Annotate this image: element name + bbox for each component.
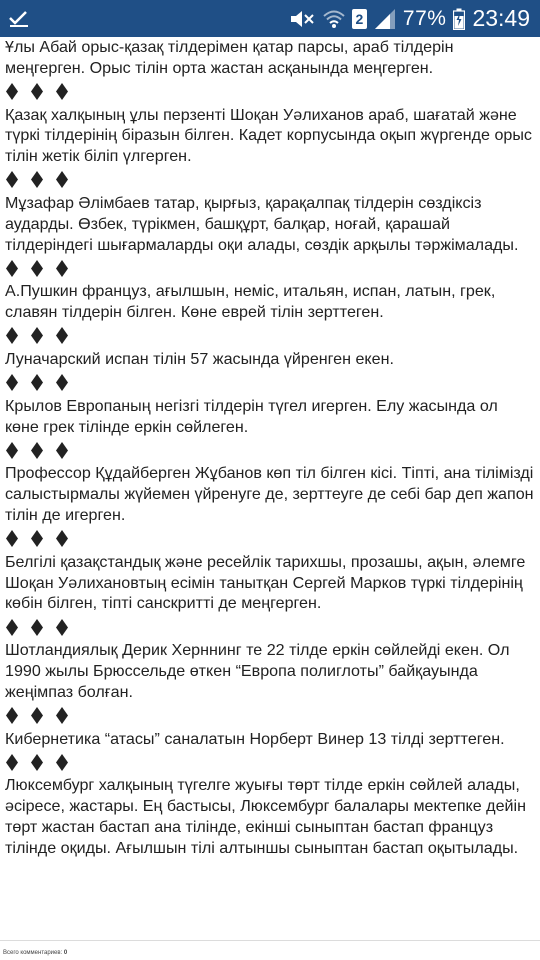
diamond-icon xyxy=(31,260,43,277)
article-paragraph: Белгілі қазақстандық және ресейлік тарихшы, прозашы, ақын, әлемге Шоқан Уәлихановтың есімін танытқан Сергей Марков түркі тілдерінің көбін білген, тіпті санскритті де меңгерген. xyxy=(5,552,526,613)
diamond-icon xyxy=(6,327,18,344)
article-paragraph: Қазақ халқының ұлы перзенті Шоқан Уәлиханов араб, шағатай және түркі тілдерінің біразын білген. Кадет корпусында оқып жүргенде орыс тілін жетік біліп үлгерген. xyxy=(5,105,532,166)
diamond-icon xyxy=(31,754,43,771)
diamond-icon xyxy=(31,171,43,188)
diamond-separator xyxy=(5,614,535,640)
wifi-icon xyxy=(323,9,345,29)
diamond-icon xyxy=(56,707,68,724)
diamond-icon xyxy=(6,707,18,724)
diamond-icon xyxy=(6,442,18,459)
comments-label: Всего комментариев: xyxy=(3,950,63,956)
article-paragraph: А.Пушкин француз, ағылшын, неміс, итальян, испан, латын, грек, славян тілдерін білген. Көне еврей тілін зерттеген. xyxy=(5,282,496,322)
article-paragraph: Люксембург халқының түгелге жуығы төрт тілде еркін сөйлей алады, әсіресе, жастары. Ең бастысы, Люксембург балалары мектепке дейін төрт жастан бастап ана тілінде, екінші сыныптан бастап француз тілінде оқиды. Ағылшын тілі алтыншы сыныптан бастап оқытылады. xyxy=(5,776,526,857)
diamond-icon xyxy=(6,83,18,100)
diamond-icon xyxy=(6,171,18,188)
mute-icon xyxy=(288,8,316,30)
diamond-icon xyxy=(31,619,43,636)
sim-badge: 2 xyxy=(352,9,367,29)
diamond-separator xyxy=(5,749,535,775)
diamond-icon xyxy=(6,530,18,547)
footer-divider xyxy=(0,940,540,941)
diamond-icon xyxy=(31,83,43,100)
clock: 23:49 xyxy=(472,5,530,31)
diamond-icon xyxy=(31,530,43,547)
diamond-icon xyxy=(56,83,68,100)
diamond-icon xyxy=(56,260,68,277)
diamond-icon xyxy=(31,442,43,459)
diamond-icon xyxy=(31,707,43,724)
article-body xyxy=(5,37,535,859)
diamond-icon xyxy=(56,327,68,344)
diamond-icon xyxy=(31,327,43,344)
diamond-separator xyxy=(5,255,535,281)
diamond-separator xyxy=(5,79,535,105)
diamond-icon xyxy=(56,374,68,391)
article-paragraph: Луначарский испан тілін 57 жасында үйренген екен. xyxy=(5,349,394,368)
diamond-separator xyxy=(5,323,535,349)
article-paragraph: Ұлы Абай орыс-қазақ тілдерімен қатар парсы, араб тілдерін меңгерген. Орыс тілін орта жастан асқанында меңгерген. xyxy=(5,38,454,77)
diamond-separator xyxy=(5,526,535,552)
diamond-icon xyxy=(6,260,18,277)
signal-icon xyxy=(374,8,396,30)
diamond-icon xyxy=(6,619,18,636)
diamond-icon xyxy=(6,754,18,771)
diamond-separator xyxy=(5,370,535,396)
battery-charging-icon xyxy=(453,8,465,30)
article-paragraph: Профессор Құдайберген Жұбанов көп тіл білген кісі. Тіпті, ана тілімізді салыстырмалы жүйемен үйренуге де, зерттеуге де себі бар деп жапон тілін де игерген. xyxy=(5,464,534,524)
diamond-icon xyxy=(6,374,18,391)
diamond-icon xyxy=(56,754,68,771)
diamond-separator xyxy=(5,703,535,729)
diamond-icon xyxy=(56,619,68,636)
article-paragraph: Крылов Европаның негізгі тілдерін түгел игерген. Елу жасында ол көне грек тілінде еркін сөйлеген. xyxy=(5,396,498,436)
article-paragraph: Шотландиялық Дерик Херннинг те 22 тілде еркін сөйлейді екен. Ол 1990 жылы Брюссельде өткен “Европа полиглоты” байқауында жеңімпаз болған. xyxy=(5,641,510,701)
checkmark-notification-icon xyxy=(8,7,30,29)
diamond-icon xyxy=(56,442,68,459)
comments-count-value: 0 xyxy=(63,950,68,956)
status-bar xyxy=(0,0,540,37)
article-paragraph: Кибернетика “атасы” саналатын Норберт Винер 13 тілді зерттеген. xyxy=(5,729,505,748)
battery-percentage: 77% xyxy=(402,6,447,30)
diamond-separator xyxy=(5,167,535,193)
article-paragraph: Мұзафар Әлімбаев татар, қырғыз, қарақалпақ тілдерін сөздіксіз аударды. Өзбек, түрікмен, башқұрт, балқар, ноғай, қарашай тілдеріндегі шығармаларды оқи алады, сөздік арқылы тәржімалады. xyxy=(5,193,519,254)
diamond-icon xyxy=(56,171,68,188)
diamond-icon xyxy=(56,530,68,547)
diamond-separator xyxy=(5,437,535,463)
comments-count xyxy=(3,950,67,956)
diamond-icon xyxy=(31,374,43,391)
